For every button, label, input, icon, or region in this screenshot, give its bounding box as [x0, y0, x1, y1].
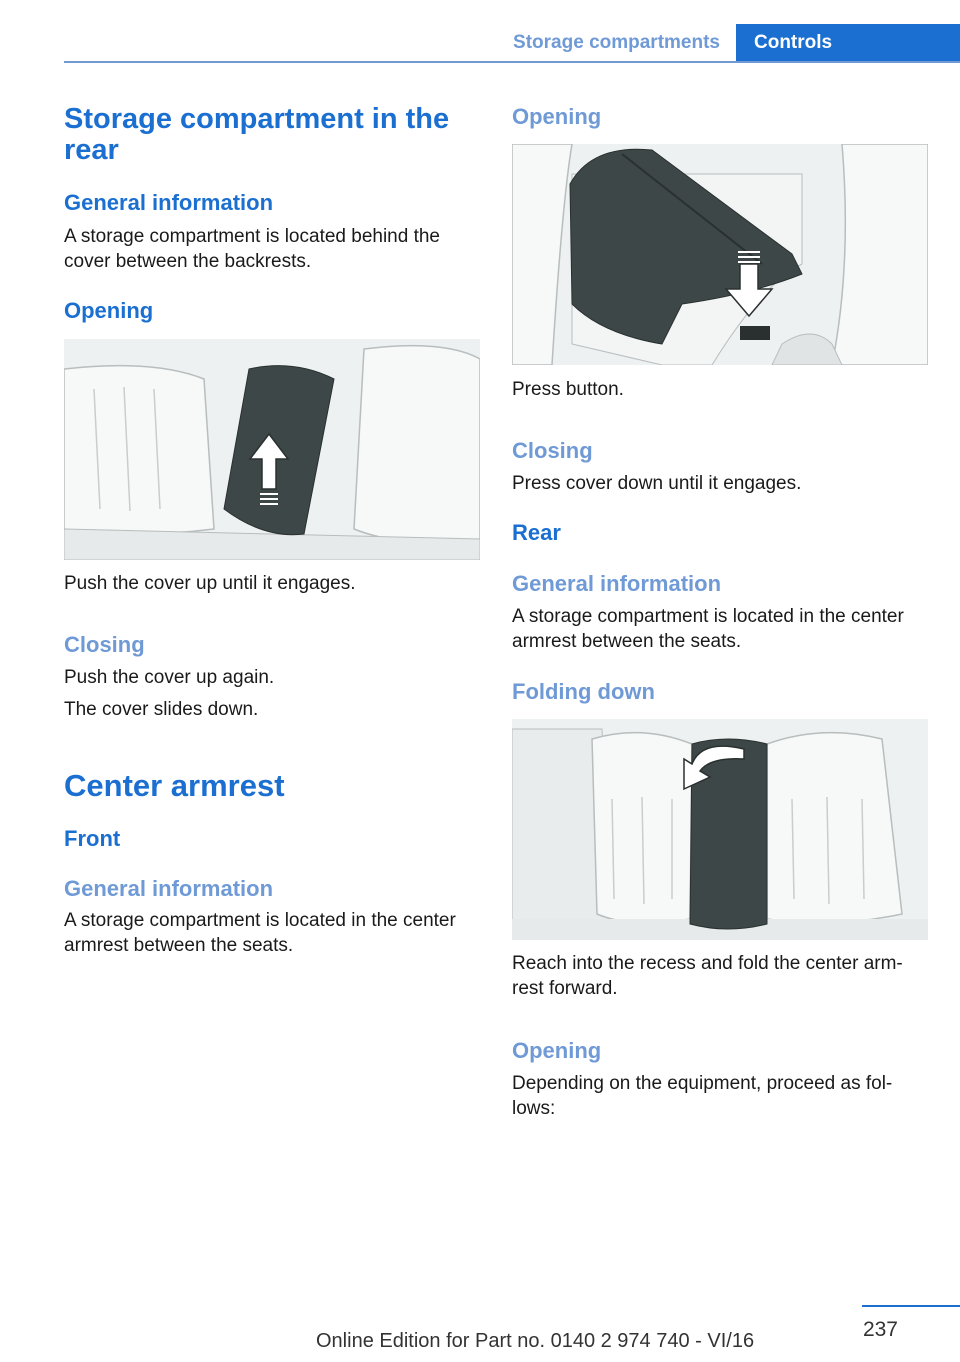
front-general-information-heading: General information — [64, 876, 274, 901]
rear-opening-text: Depending on the equipment, proceed as fol‐lows: — [512, 1073, 893, 1119]
header-tab: Controls — [736, 24, 960, 62]
rear-armrest-folding-illustration — [512, 719, 928, 940]
general-information-text: A storage compartment is located behind the cover between the backrests. — [64, 226, 441, 272]
edition-note: Online Edition for Part no. 0140 2 974 740 - VI/16 — [316, 1330, 755, 1352]
folding-down-heading: Folding down — [512, 679, 655, 704]
front-closing-text: Press cover down until it engages. — [512, 473, 802, 494]
rear-general-information-text: A storage compartment is located in the center armrest between the seats. — [512, 606, 904, 652]
folding-down-caption: Reach into the recess and fold the center arm‐rest forward. — [512, 953, 903, 999]
rear-general-information-heading: General information — [512, 571, 722, 596]
section-title: Storage compartment in the rear — [64, 103, 450, 166]
rear-backrest-cover-illustration — [64, 339, 480, 560]
closing-text-2: The cover slides down. — [64, 699, 259, 720]
opening-heading: Opening — [64, 298, 154, 323]
page-number: 237 — [862, 1318, 898, 1341]
closing-text-1: Push the cover up again. — [64, 667, 275, 688]
footer-rule — [862, 1305, 960, 1307]
rear-heading: Rear — [512, 520, 561, 545]
front-opening-heading: Opening — [512, 104, 602, 129]
front-closing-heading: Closing — [512, 438, 593, 463]
front-opening-caption: Press button. — [512, 379, 624, 400]
front-heading: Front — [64, 826, 121, 851]
general-information-heading: General information — [64, 190, 274, 215]
rear-opening-heading: Opening — [512, 1038, 602, 1063]
front-armrest-button-illustration — [512, 144, 928, 365]
closing-heading: Closing — [64, 632, 145, 657]
header-rule — [64, 61, 960, 63]
center-armrest-title: Center armrest — [64, 768, 285, 803]
header-section-title: Storage compartments — [513, 32, 720, 53]
opening-caption: Push the cover up until it engages. — [64, 573, 356, 594]
front-general-information-text: A storage compartment is located in the center armrest between the seats. — [64, 910, 456, 956]
